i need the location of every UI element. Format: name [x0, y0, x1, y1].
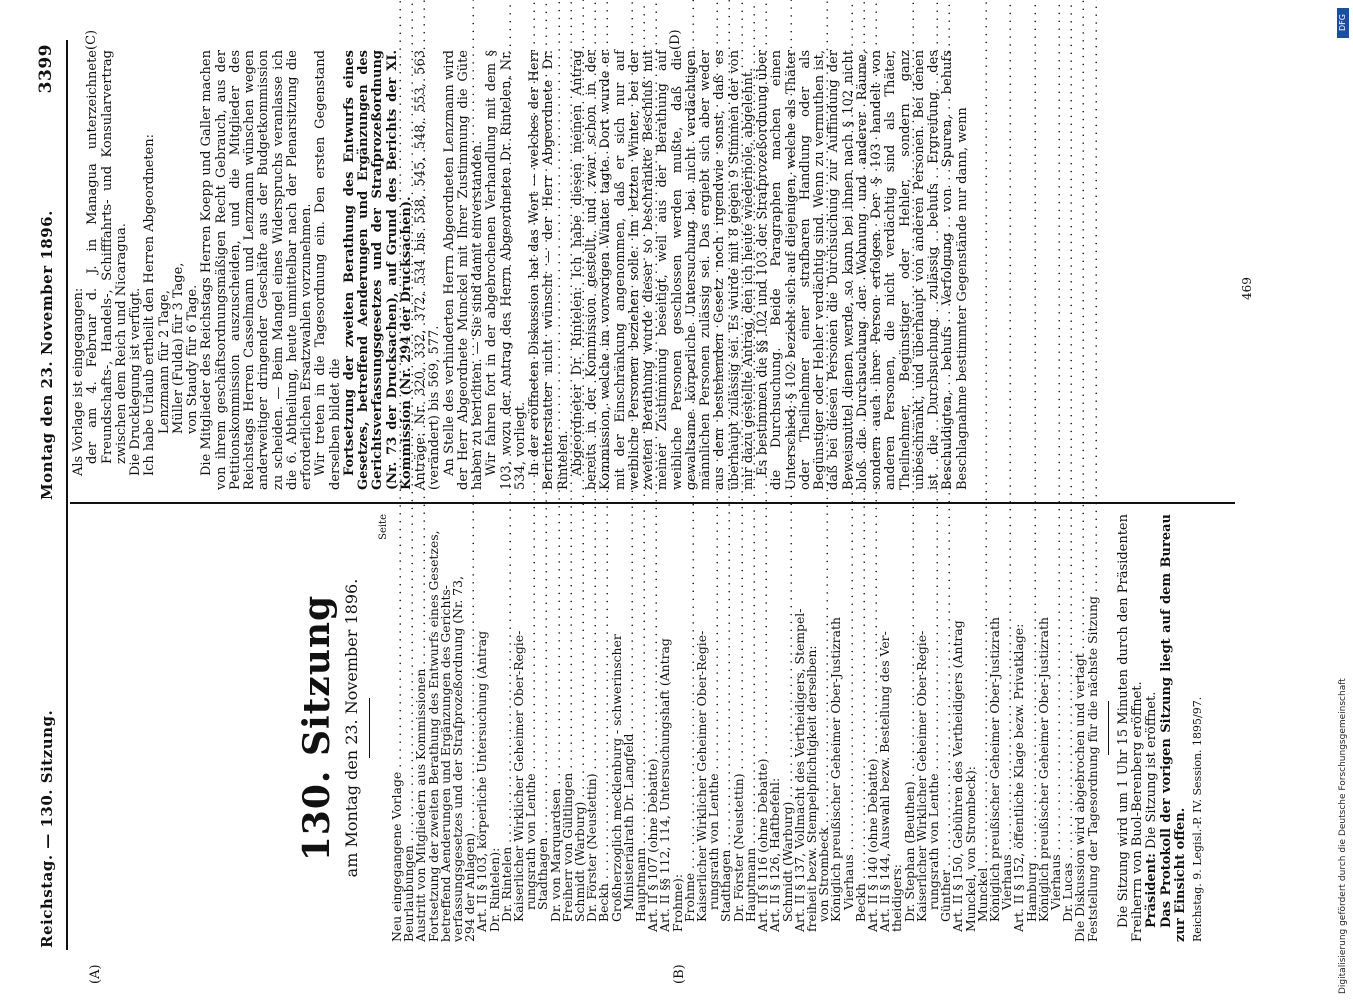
toc-entry-text: Dr. von Marquardsen . . . [550, 0, 562, 942]
toc-entry-text: Schmidt (Warburg) . . . [782, 0, 794, 942]
toc-entry-text: Art. II § 150, Gebühren des Vertheidigers (Antrag [950, 620, 966, 932]
toc-entry-text: Art. II § 140 (ohne Debatte) . . . [867, 0, 879, 942]
toc-entry-text: Königlich preußischer Geheimer Ober-Justizrath [828, 617, 844, 922]
margin-letter-a: (A) [88, 964, 103, 984]
toc-entry-text: freiheit bezw. Stempelpflichtigkeit derselben: [803, 645, 819, 932]
toc-entry-text: Beckh . . . [855, 0, 867, 942]
toc-entry-text: verfassungsgesetzes und der Strafprozeßordnung (Nr. 73, [450, 575, 466, 942]
table-of-contents [391, 514, 1099, 942]
margin-letter-b: (B) [672, 964, 687, 984]
page-footer: Reichstag. 9. Legisl.-P. IV. Session. 1895/97. [1191, 696, 1205, 942]
toc-entry-text: Munckel, von Strombeck): [962, 766, 978, 932]
toc-entry-text: Austritt von Mitgliedern aus Kommissionen . . . [415, 0, 427, 942]
body-paragraph: Fortsetzung der zweiten Berathung des Entwurfs eines Gesetzes, betreffend Aenderungen und Ergänzungen des Gerichtsverfassungsgesetzes und der Strafprozeßordnung (Nr. 73 der Drucksachen), auf Grund des Berichts der XI. Kommission (Nr. 294 der Drucksachen). [341, 50, 414, 490]
sheet-signature: 469 [1240, 277, 1254, 300]
body-paragraph: Lenzmann für 2 Tage, [156, 290, 172, 434]
toc-entry-text: Hamburg . . . [1026, 0, 1038, 942]
toc-entry [1084, 514, 1100, 942]
toc-entry-text: Großherzoglich mecklenburg - schwerinscher [608, 634, 624, 922]
header-rule [66, 40, 68, 950]
president-text: Die Sitzung ist eröffnet. [1144, 691, 1160, 849]
margin-letter-d: (D) [668, 29, 683, 50]
toc-entry-text: Art. II § 103, körperliche Untersuchung (Antrag [474, 630, 490, 932]
toc-entry-text: Feststellung der Tagesordnung für die nächste Sitzung . . . [1087, 0, 1099, 942]
president-label: Präsident: [1144, 853, 1160, 928]
session-date: am Montag den 23. November 1896. [342, 578, 361, 878]
body-paragraph: Als Vorlage ist eingegangen: [71, 287, 86, 476]
body-paragraph: Anträge: Nr. 320, 332, 372, 534 bis 538, 545, 548, 553, 563 (verändert) bis 569, 577. [413, 50, 443, 490]
running-header-date: Montag den 23. November 1896. [38, 210, 56, 500]
toc-entry-text: Dr. Stephan (Beuthen) . . . [904, 0, 916, 942]
toc-entry-text: Freiherr von Gültlingen . . . [562, 0, 574, 942]
toc-entry-text: Kaiserlicher Wirklicher Geheimer Ober-Regie- [694, 630, 710, 922]
toc-entry-text: Ministerialrath Dr. Langfeld . . . [623, 0, 635, 942]
toc-entry-text: Kaiserlicher Wirklicher Geheimer Ober-Regie- [913, 630, 929, 922]
toc-entry-text: Hauptmann . . . [635, 0, 647, 942]
body-paragraph: Es bestimmen die §§ 102 und 103 der Strafprozeßordnung über die Durchsuchung. Beide Paragraphen machen einen Unterschied; § 102 bezieht sich auf diejenigen, welche als Thäter oder Theilnehmer einer strafbaren Handlung oder als Begünstiger oder Hehler verdächtig sind. Wenn zu vermuthen ist, daß bei diesen Personen die Durchsuchung zur Auffindung der Beweismittel dienen werde, so kann bei ihnen nach § 102 nicht bloß die Durchsuchung der Wohnung und anderer Räume, sondern auch ihrer Person erfolgen. Der § 103 handelt von anderen Personen, die nicht verdächtig sind als Thäter, Theilnehmer, Begünstiger oder Hehler, sondern ganz unbeschränkt, und überhaupt von anderen Personen. Bei denen ist die Durchsuchung zulässig behufs Ergreifung des Beschuldigten, behufs Verfolgung von Spuren, behufs Beschlagnahme bestimmter Gegenstände nur dann, wenn [755, 50, 970, 490]
right-column [72, 50, 970, 490]
president-line [1145, 514, 1159, 942]
page-column-label: Seite [378, 514, 389, 540]
opening-paragraph: Die Sitzung wird um 1 Uhr 15 Minuten durch den Präsidenten Freiherrn von Buol-Berenberg eröffnet. [1115, 514, 1146, 942]
toc-entry-text: theidigers: [889, 864, 905, 932]
body-paragraph: In der eröffneten Diskussion hat das Wort — welches der Herr Berichterstatter nicht wünscht — der Herr Abgeordnete Dr. Rintelen. [527, 50, 571, 490]
left-column [74, 514, 1206, 942]
toc-entry-text: Vierhaus . . . [1001, 0, 1013, 942]
body-paragraph: Müller (Fulda) für 3 Tage, [170, 262, 186, 434]
toc-entry-text: rungsrath von Lenthe . . . [525, 0, 537, 942]
toc-entry-text: Stadthagen . . . [537, 0, 549, 942]
toc-entry-text: rungsrath von Lenthe . . . [928, 0, 940, 942]
toc-entry-text: Günther . . . [940, 0, 952, 942]
toc-entry-text: Art. II § 107 (ohne Debatte) . . . [647, 0, 659, 942]
running-header-left: Reichstag. — 130. Sitzung. [38, 709, 56, 948]
body-paragraph: Ich habe Urlaub ertheilt den Herren Abgeordneten: [142, 134, 158, 476]
toc-entry-text: Königlich preußischer Geheimer Ober-Justizrath [1035, 617, 1051, 922]
section-rule [1108, 701, 1109, 755]
toc-entry-text: Art. II § 126, Haftbefehl: [767, 777, 783, 932]
body-paragraph: der am 4. Februar d. J. in Managua unterzeichnete Freundschafts-, Handels-, Schifffahrts- und Konsularvertrag zwischen dem Reich und Nicaragua. [85, 50, 129, 464]
toc-entry-text: Dr. Rintelen . . . [501, 0, 513, 942]
session-title: 130. Sitzung [296, 594, 338, 862]
body-paragraph: von Staudy für 6 Tage. [185, 284, 200, 434]
toc-entry-text: Dr. Förster (Neustettin) . . . [733, 0, 745, 942]
toc-entry-text: Dr. Förster (Neustettin) . . . [586, 0, 598, 942]
toc-entry-text: Munckel . . . [977, 0, 989, 942]
toc-entry-text: Art. II § 116 (ohne Debatte) . . . [757, 0, 769, 942]
toc-entry-text: rungsrath von Lenthe . . . [708, 0, 720, 942]
body-paragraph: Abgeordneter Dr. Rintelen: Ich habe diesen meinen Antrag bereits in der Kommission gestellt, und zwar schon in der Kommission, welche im vorvorigen Winter tagte. Dort wurde er mit der Einschränkung angenommen, daß er sich nur auf weibliche Personen beziehen solle. Im letzten Winter, bei der zweiten Berathung wurde dieser so beschränkte Beschluß mit meiner Zustimmung beseitigt, weil aus der Berathung auf weibliche Personen geschlossen werden mußte, daß die gewaltsame körperliche Untersuchung bei nicht verdächtigen männlichen Personen zulässig sei. Das ergiebt sich aber weder aus dem bestehenden Gesetz noch irgendwie sonst, daß es überhaupt zulässig sei. Es wurde mit 8 gegen 9 Stimmen der von mir dazu gestellte Antrag, den ich heute wiederhole, abgelehnt. [569, 50, 756, 490]
dfg-logo: DFG [1337, 8, 1349, 38]
toc-entry-text: Vierhaus . . . [843, 0, 855, 942]
toc-entry-text: Frohme . . . [684, 0, 696, 942]
toc-entry-text: Frohme): [669, 873, 685, 932]
toc-entry-text: Fortsetzung der zweiten Berathung des Entwurfs eines Gesetzes, [425, 530, 441, 942]
toc-entry-text: Beurlaubungen . . . [403, 0, 415, 942]
body-paragraph: Die Mitglieder des Reichstags Herren Koepp und Galler machen von ihrem geschäftsordnungsmäßigen Recht Gebrauch, aus der Petitionskommission auszuscheiden, und die Mitglieder des Reichstags Herren Casselmann und Lenzmann wünschen wegen anderweitiger dringender Geschäfte aus der Budgetkommission zu scheiden. — Beim Mangel eines Widerspruchs veranlasse ich die 6. Abtheilung, heute unmittelbar nach der Plenarsitzung die erforderlichen Ersatzwahlen vorzunehmen. [199, 50, 314, 490]
toc-entry-text: Vierhaus . . . [1050, 0, 1062, 942]
body-paragraph: Die Drucklegung ist verfügt. [128, 287, 143, 476]
toc-entry-text: Art. II § 137, Vollmacht des Vertheidigers, Stempel- [791, 608, 807, 932]
toc-entry-text: betreffend Aenderungen und Ergänzungen des Gerichts- [437, 585, 453, 942]
toc-entry-text: Neu eingegangene Vorlage . . . [391, 0, 403, 942]
toc-entry-text: Dr. Rintelen): [486, 847, 502, 932]
page-number: 3399 [36, 44, 56, 94]
toc-entry-text: Beckh . . . [598, 0, 610, 942]
toc-entry-text: Königlich preußischer Geheimer Ober-Justizrath [986, 617, 1002, 922]
toc-entry-text: Art. II § 152, öffentliche Klage bezw. Privatklage: [1011, 623, 1027, 932]
toc-entry-text: Stadthagen . . . [720, 0, 732, 942]
toc-entry-text: Die Diskussion wird abgebrochen und vertagt . . . [1074, 0, 1086, 942]
body-paragraph: Wir fahren fort in der abgebrochenen Verhandlung mit dem § 103, wozu der Antrag des Herrn Abgeordneten Dr. Rintelen, Nr. 534, vorliegt. [484, 50, 528, 490]
toc-entry-text: Kaiserlicher Wirklicher Geheimer Ober-Regie- [511, 630, 527, 922]
toc-entry-text: Art. II §§ 112, 114, Untersuchungshaft (Antrag [657, 638, 673, 932]
digitisation-credit: Digitalisierung gefördert durch die Deutsche Forschungsgemeinschaft [1338, 678, 1348, 994]
toc-entry-text: 294 der Anlagen) . . . [464, 0, 476, 942]
protocol-paragraph: Das Protokoll der vorigen Sitzung liegt auf dem Bureau zur Einsicht offen. [1158, 514, 1188, 942]
toc-entry-text: von Strombeck . . . [818, 0, 830, 942]
title-rule [369, 698, 370, 758]
opening-text [1117, 514, 1206, 942]
toc-entry-text: Hauptmann . . . [745, 0, 757, 942]
body-paragraph: An Stelle des verhinderten Herrn Abgeordneten Lenzmann wird der Herr Abgeordnete Munckel mit Ihrer Zustimmung die Güte haben zu berichten. — Sie sind damit einverstanden. [441, 50, 485, 490]
body-paragraph: Wir treten in die Tagesordnung ein. Den ersten Gegenstand derselben bildet die [313, 50, 343, 490]
toc-entry-text: Art. II § 144, Auswahl bezw. Bestellung des Ver- [877, 631, 893, 932]
margin-letter-c: (C) [84, 29, 99, 50]
toc-entry-text: Schmidt (Warburg) . . . [574, 0, 586, 942]
toc-entry-text: Dr. Lucas . . . [1062, 0, 1074, 942]
